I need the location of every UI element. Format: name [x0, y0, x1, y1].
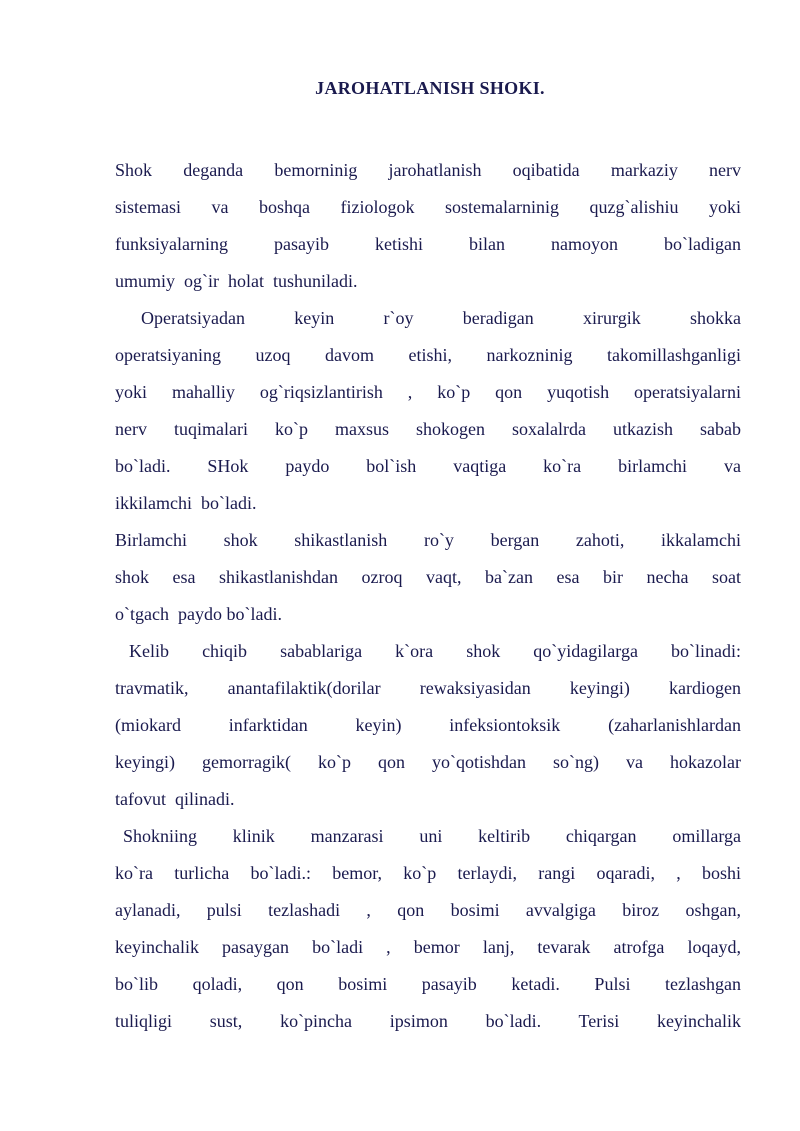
text-line: nerv tuqimalari ko`p maxsus shokogen soxalalrda utkazish sabab [115, 419, 741, 439]
text-line: funksiyalarning pasayib ketishi bilan namoyon bo`ladigan [115, 234, 741, 254]
text-line: bo`ladi. SHok paydo bol`ish vaqtiga ko`ra birlamchi va [115, 456, 741, 476]
text-line: Operatsiyadan keyin r`oy beradigan xirurgik shokka [141, 308, 741, 328]
text-line: tuliqligi sust, ko`pincha ipsimon bo`ladi. Terisi keyinchalik [115, 1011, 741, 1031]
text-line: travmatik, anantafilaktik(dorilar rewaksiyasidan keyingi) kardiogen [115, 678, 741, 698]
text-line: Kelib chiqib sabablariga k`ora shok qo`yidagilarga bo`linadi: [129, 641, 741, 661]
text-line: ikkilamchi bo`ladi. [115, 493, 257, 513]
text-line: keyinchalik pasaygan bo`ladi , bemor lanj, tevarak atrofga loqayd, [115, 937, 741, 957]
document-body [115, 152, 741, 1040]
text-line: bo`lib qoladi, qon bosimi pasayib ketadi. Pulsi tezlashgan [115, 974, 741, 994]
text-line: operatsiyaning uzoq davom etishi, narkozninig takomillashganligi [115, 345, 741, 365]
text-line: ko`ra turlicha bo`ladi.: bemor, ko`p terlaydi, rangi oqaradi, , boshi [115, 863, 741, 883]
text-line: Shokniing klinik manzarasi uni keltirib chiqargan omillarga [123, 826, 741, 846]
text-line: yoki mahalliy og`riqsizlantirish , ko`p qon yuqotish operatsiyalarni [115, 382, 741, 402]
text-line: keyingi) gemorragik( ko`p qon yo`qotishdan so`ng) va hokazolar [115, 752, 741, 772]
text-line: Birlamchi shok shikastlanish ro`y bergan zahoti, ikkalamchi [115, 530, 741, 550]
text-line: umumiy og`ir holat tushuniladi. [115, 271, 358, 291]
text-line: sistemasi va boshqa fiziologok sostemalarninig quzg`alishiu yoki [115, 197, 741, 217]
document-title: JAROHATLANISH SHOKI. [315, 78, 545, 98]
text-line: tafovut qilinadi. [115, 789, 235, 809]
text-line: shok esa shikastlanishdan ozroq vaqt, ba`zan esa bir necha soat [115, 567, 741, 587]
text-line: Shok deganda bemorninig jarohatlanish oqibatida markaziy nerv [115, 160, 741, 180]
text-line: (miokard infarktidan keyin) infeksiontoksik (zaharlanishlardan [115, 715, 741, 735]
text-line: aylanadi, pulsi tezlashadi , qon bosimi avvalgiga biroz oshgan, [115, 900, 741, 920]
text-line: o`tgach paydo bo`ladi. [115, 604, 282, 624]
